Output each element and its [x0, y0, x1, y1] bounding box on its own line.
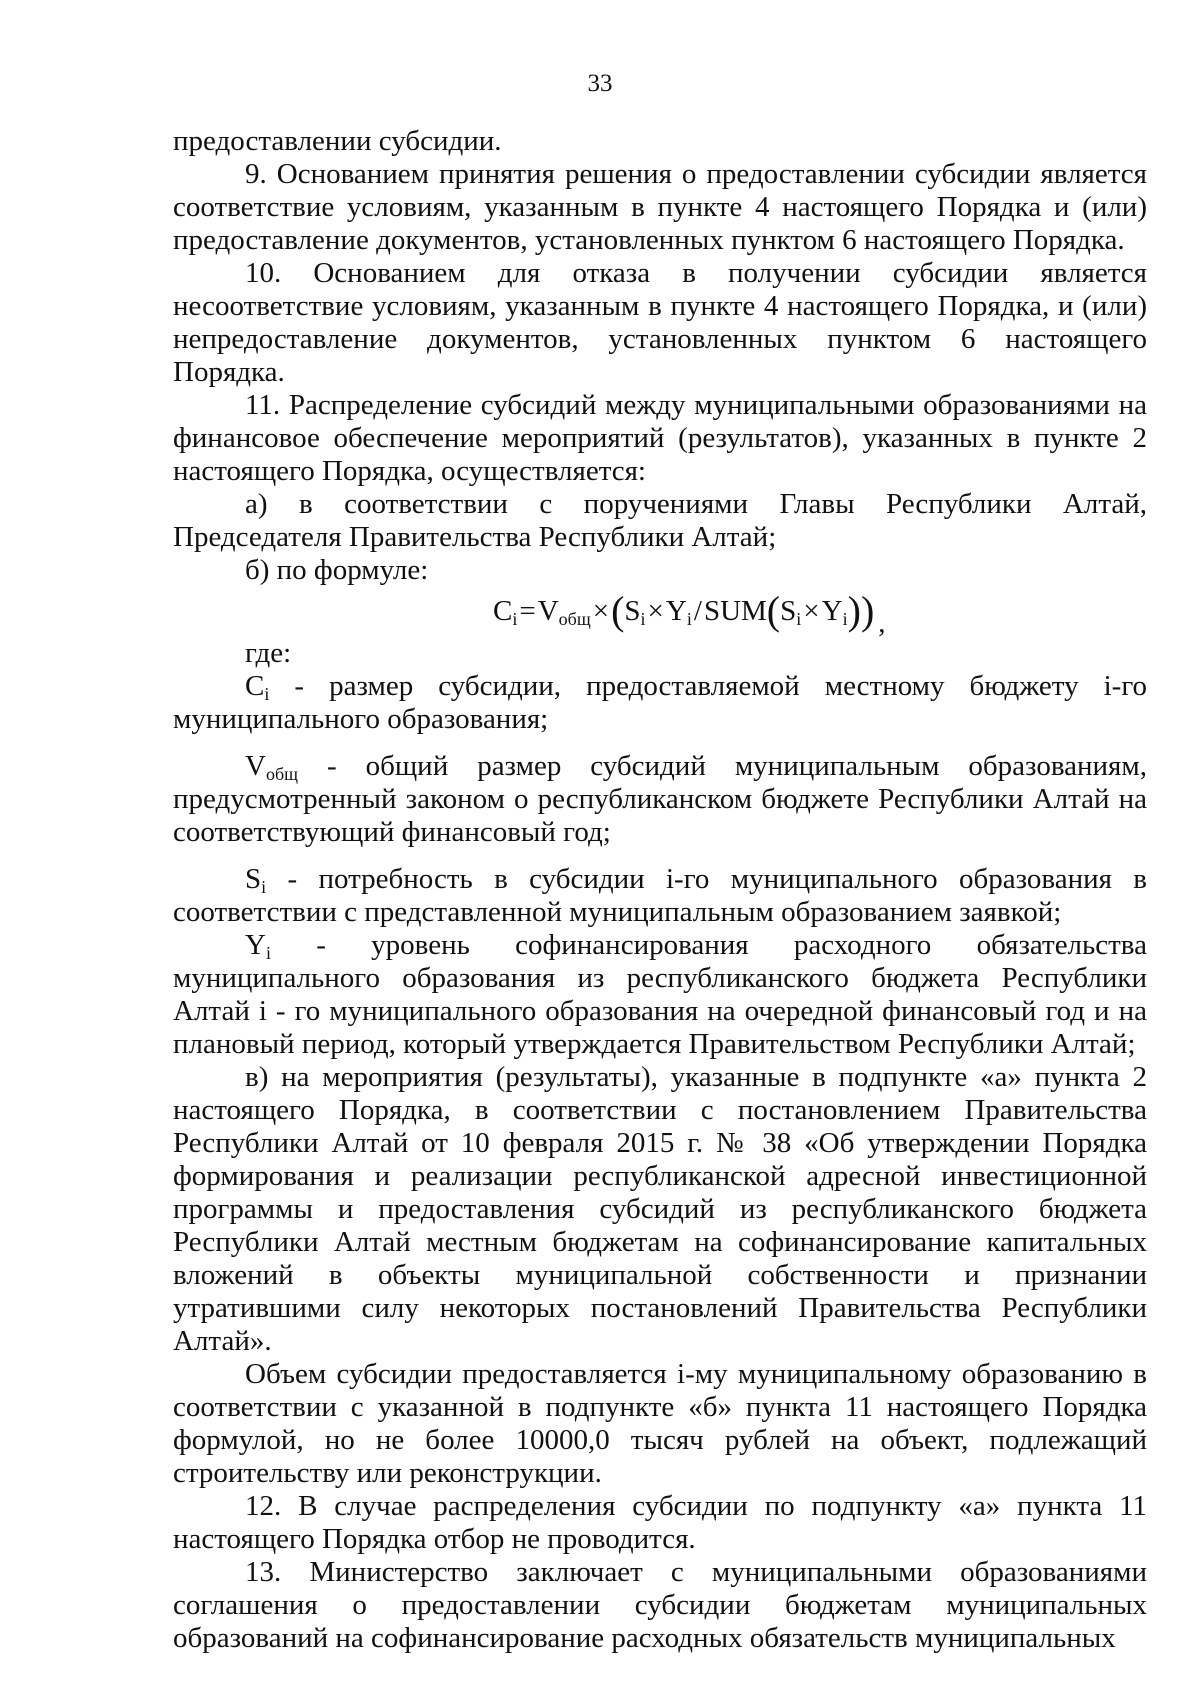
page-number: 33: [587, 70, 613, 97]
definition-c: $C_i$ - размер субсидии, предоставляемой местному бюджету i-го муниципального образования;: [173, 670, 1147, 735]
paragraph-continuation: предоставлении субсидии.: [173, 125, 502, 157]
definition-y: $Y_i$ - уровень софинансирования расходного обязательства муниципального образования из республиканского бюджета Республики Алтай i - го муниципального образования на очередной финансовый год и на плановый период, который утверждается Правительством Республики Алтай;: [173, 929, 1147, 1060]
paragraph-11: 11. Распределение субсидий между муниципальными образованиями на финансовое обеспечение мероприятий (результатов), указанных в пункте 2 настоящего Порядка, осуществляется:: [173, 389, 1147, 487]
definition-s: $S_i$ - потребность в субсидии i-го муниципального образования в соответствии с представленной муниципальным образованием заявкой;: [173, 863, 1147, 928]
paragraph-12: 12. В случае распределения субсидии по подпункту «а» пункта 11 настоящего Порядка отбор не проводится.: [173, 1490, 1147, 1555]
paragraph-13: 13. Министерство заключает с муниципальными образованиями соглашения о предоставлении субсидии бюджетам муниципальных образований на софинансирование расходных обязательств муниципальных: [173, 1556, 1147, 1654]
paragraph-9: 9. Основанием принятия решения о предоставлении субсидии является соответствие условиям, указанным в пункте 4 настоящего Порядка и (или) предоставление документов, установленных пунктом 6 настоящего Порядка.: [173, 158, 1147, 256]
paragraph-11a: а) в соответствии с поручениями Главы Республики Алтай, Председателя Правительства Республики Алтай;: [173, 488, 1147, 553]
paragraph-11c: в) на мероприятия (результаты), указанные в подпункте «а» пункта 2 настоящего Порядка, в соответствии с постановлением Правительства Республики Алтай от 10 февраля 2015 г. № 38 «Об утверждении Порядка формирования и реализации республиканской адресной инвестиционной программы и предоставления субсидий из республиканского бюджета Республики Алтай местным бюджетам на софинансирование капитальных вложений в объекты муниципальной собственности и признании утратившими силу некоторых постановлений Правительства Республики Алтай».: [173, 1061, 1147, 1357]
paragraph-subsidy-volume: Объем субсидии предоставляется i-му муниципальному образованию в соответствии с указанной в подпункте «б» пункта 11 настоящего Порядка формулой, но не более 10000,0 тысяч рублей на объект, подлежащий строительству или реконструкции.: [173, 1358, 1147, 1489]
paragraph-10: 10. Основанием для отказа в получении субсидии является несоответствие условиям, указанным в пункте 4 настоящего Порядка, и (или) непредоставление документов, установленных пунктом 6 настоящего Порядка.: [173, 257, 1147, 388]
paragraph-11b: б) по формуле:: [245, 554, 429, 586]
formula-lhs: $C_i$: [493, 595, 518, 629]
document-body: [173, 125, 1147, 1655]
distribution-formula: $C_i=V_{общ}\times(S_i\times Y_i/SUM(S_i\times Y_i))$ ,: [493, 588, 886, 639]
formula-v: $V_{общ}$: [537, 595, 591, 629]
definition-v: $V_{общ}$ - общий размер субсидий муниципальным образованиям, предусмотренный законом о республиканском бюджете Республики Алтай на соответствующий финансовый год;: [173, 750, 1147, 848]
paragraph-where: где:: [245, 637, 292, 669]
